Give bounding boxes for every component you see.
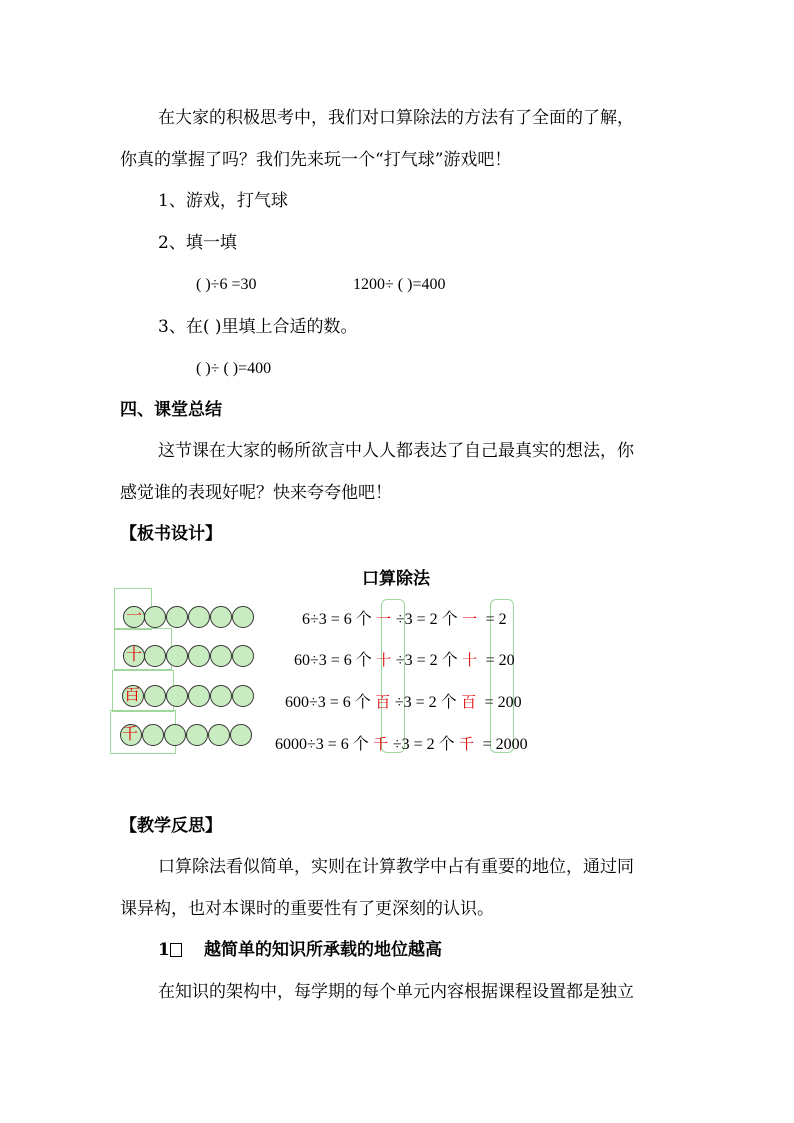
- bead: [144, 645, 166, 667]
- reflection-point-number: 1: [158, 940, 170, 960]
- reflection-heading: 【教学反思】: [120, 816, 222, 836]
- bead: [188, 645, 210, 667]
- board-title: 口算除法: [362, 569, 430, 589]
- bead: [188, 606, 210, 628]
- reflection-line-2: 课异构，也对本课时的重要性有了更深刻的认识。: [120, 899, 494, 919]
- bead: [210, 685, 232, 707]
- equation-left: 60÷3 = 6 个: [294, 652, 372, 669]
- bead: [230, 724, 252, 746]
- equation-unit: 千: [373, 735, 389, 753]
- equation-middle: ÷3 = 2 个: [395, 611, 458, 628]
- equation-left: 6÷3 = 6 个: [302, 611, 372, 628]
- bead: [186, 724, 208, 746]
- equation-right: = 200: [484, 694, 522, 711]
- bead-unit-label: 千: [121, 724, 138, 743]
- bead: [164, 724, 186, 746]
- bead: [166, 645, 188, 667]
- board-equation-row: [275, 731, 528, 754]
- equation-unit: 百: [461, 693, 477, 711]
- equation-right: = 20: [485, 652, 515, 669]
- summary-line-2: 感觉谁的表现好呢？快来夸夸他吧！: [120, 483, 392, 503]
- bead: [232, 606, 254, 628]
- equation-left: 600÷3 = 6 个: [285, 694, 371, 711]
- equation-unit: 一: [376, 610, 392, 628]
- intro-line-2: 你真的掌握了吗？我们先来玩一个“打气球”游戏吧！: [120, 150, 512, 170]
- equation-right: = 2000: [482, 736, 528, 753]
- fill-in-equation-2: 1200÷ ( )=400: [353, 276, 446, 293]
- intro-line-1: 在大家的积极思考中，我们对口算除法的方法有了全面的了解，: [158, 108, 634, 128]
- equation-middle: ÷3 = 2 个: [395, 652, 458, 669]
- equation-left: 6000÷3 = 6 个: [275, 736, 369, 753]
- activity-item-3: 3、在( )里填上合适的数。: [158, 317, 358, 337]
- bead: [166, 606, 188, 628]
- equation-middle: ÷3 = 2 个: [392, 736, 455, 753]
- bead: [208, 724, 230, 746]
- board-equation-row: [302, 606, 507, 629]
- equation-middle: ÷3 = 2 个: [394, 694, 457, 711]
- equation-unit: 十: [376, 651, 392, 669]
- board-heading: 【板书设计】: [120, 524, 222, 544]
- reflection-point-title: 越简单的知识所承载的地位越高: [204, 940, 442, 960]
- bead: [210, 606, 232, 628]
- summary-line-1: 这节课在大家的畅所欲言中人人都表达了自己最真实的想法，你: [158, 441, 634, 461]
- bead: [232, 645, 254, 667]
- reflection-line-3: 在知识的架构中，每学期的每个单元内容根据课程设置都是独立: [158, 982, 634, 1002]
- bead: [210, 645, 232, 667]
- equation-right: = 2: [485, 611, 507, 628]
- bead-unit-label: 百: [123, 685, 140, 704]
- bead: [188, 685, 210, 707]
- equation-unit: 百: [375, 693, 391, 711]
- equation-unit: 一: [462, 610, 478, 628]
- reflection-line-1: 口算除法看似简单，实则在计算教学中占有重要的地位，通过同: [158, 857, 634, 877]
- activity-item-1: 1、游戏，打气球: [158, 191, 288, 211]
- equation-unit: 千: [459, 735, 475, 753]
- bead: [144, 606, 166, 628]
- activity-item-2: 2、填一填: [158, 233, 237, 253]
- bead-unit-label: 一: [125, 606, 142, 625]
- bead: [166, 685, 188, 707]
- summary-heading: 四、课堂总结: [120, 400, 222, 420]
- bead: [142, 724, 164, 746]
- bead: [144, 685, 166, 707]
- fill-in-equation-3: ( )÷ ( )=400: [196, 360, 272, 377]
- bead-unit-label: 十: [125, 645, 142, 664]
- equation-unit: 十: [462, 651, 478, 669]
- bead: [232, 685, 254, 707]
- missing-glyph-box: [170, 943, 182, 957]
- board-equation-row: [294, 647, 515, 670]
- fill-in-equation-1: ( )÷6 =30: [196, 276, 257, 293]
- board-equation-row: [285, 689, 522, 712]
